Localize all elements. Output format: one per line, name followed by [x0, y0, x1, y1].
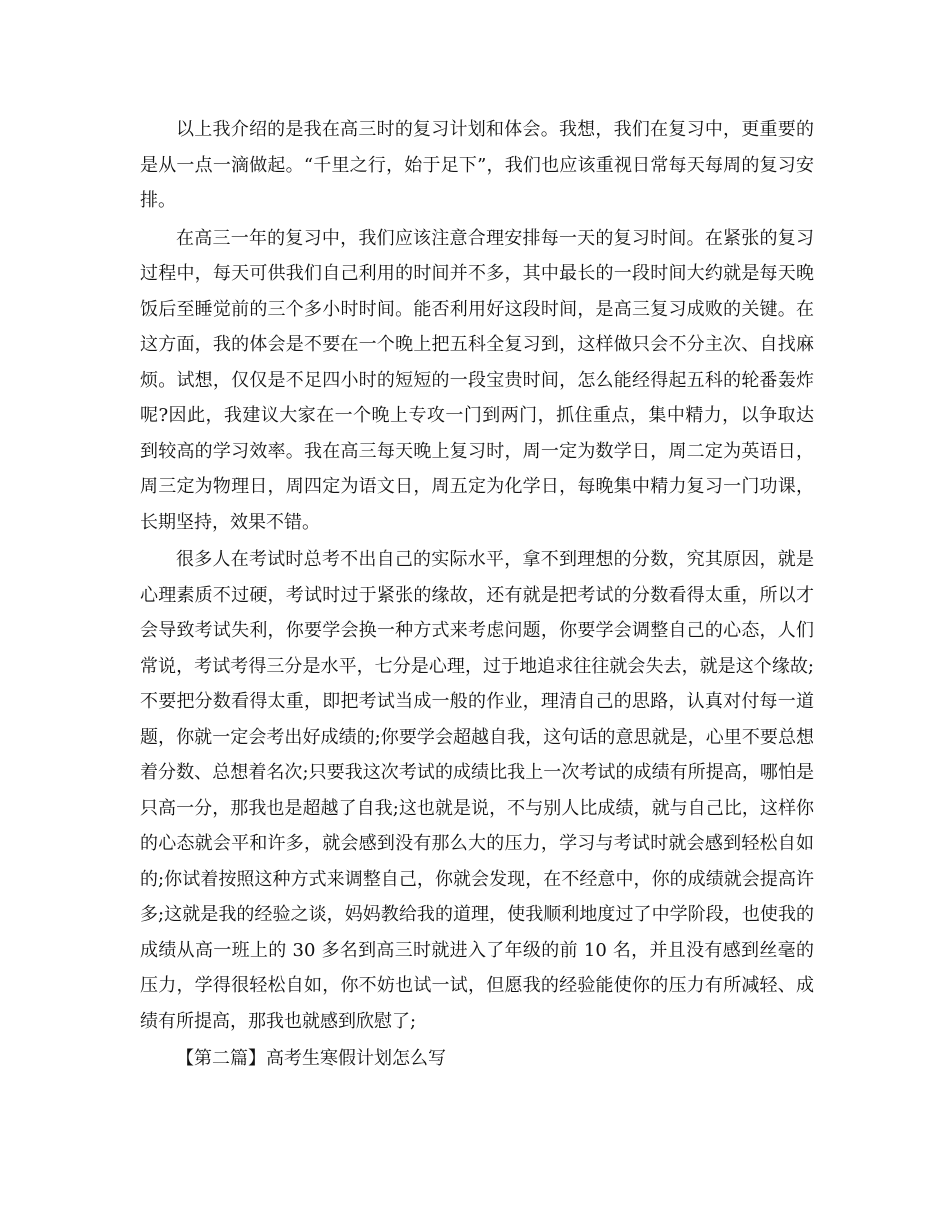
document-body [140, 112, 814, 1077]
section-heading: 【第二篇】高考生寒假计划怎么写 [176, 1048, 446, 1069]
paragraph-1: 以上我介绍的是我在高三时的复习计划和体会。我想，我们在复习中，更重要的是从一点一滴做起。“千里之行，始于足下”，我们也应该重视日常每天每周的复习安排。 [140, 119, 814, 211]
paragraph-2: 在高三一年的复习中，我们应该注意合理安排每一天的复习时间。在紧张的复习过程中，每天可供我们自己利用的时间并不多，其中最长的一段时间大约就是每天晚饭后至睡觉前的三个多小时时间。能否利用好这段时间，是高三复习成败的关键。在这方面，我的体会是不要在一个晚上把五科全复习到，这样做只会不分主次、自找麻烦。试想，仅仅是不足四小时的短短的一段宝贵时间，怎么能经得起五科的轮番轰炸呢?因此，我建议大家在一个晚上专攻一门到两门，抓住重点，集中精力，以争取达到较高的学习效率。我在高三每天晚上复习时，周一定为数学日，周二定为英语日，周三定为物理日，周四定为语文日，周五定为化学日，每晚集中精力复习一门功课，长期坚持，效果不错。 [140, 227, 814, 533]
paragraph-3: 很多人在考试时总考不出自己的实际水平，拿不到理想的分数，究其原因，就是心理素质不过硬，考试时过于紧张的缘故，还有就是把考试的分数看得太重，所以才会导致考试失利，你要学会换一种方式来考虑问题，你要学会调整自己的心态，人们常说，考试考得三分是水平，七分是心理，过于地追求往往就会失去，就是这个缘故;不要把分数看得太重，即把考试当成一般的作业，理清自己的思路，认真对付每一道题，你就一定会考出好成绩的;你要学会超越自我，这句话的意思就是，心里不要总想着分数、总想着名次;只要我这次考试的成绩比我上一次考试的成绩有所提高，哪怕是只高一分，那我也是超越了自我;这也就是说，不与别人比成绩，就与自己比，这样你的心态就会平和许多，就会感到没有那么大的压力，学习与考试时就会感到轻松自如的;你试着按照这种方式来调整自己，你就会发现，在不经意中，你的成绩就会提高许多;这就是我的经验之谈，妈妈教给我的道理，使我顺利地度过了中学阶段，也使我的成绩从高一班上的 30 多名到高三时就进入了年级的前 10 名，并且没有感到丝毫的压力，学得很轻松自如，你不妨也试一试，但愿我的经验能使你的压力有所减轻、成绩有所提高，那我也就感到欣慰了; [140, 549, 814, 1032]
